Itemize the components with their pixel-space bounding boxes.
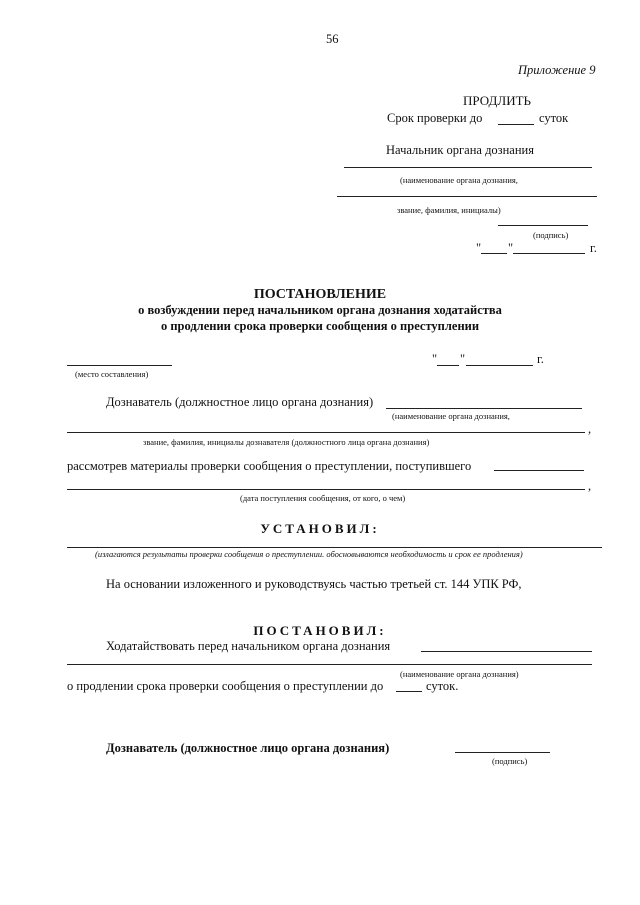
established-caption: (излагаются результаты проверки сообщения о преступлении. обосновываются необходимость и срок ее продления) [95, 549, 523, 559]
place-field[interactable] [67, 365, 172, 366]
petition-org-field[interactable] [421, 651, 592, 652]
date-quote-close: " [460, 352, 466, 366]
prolong-label: ПРОДЛИТЬ [463, 93, 531, 108]
investigator-rank-field[interactable] [67, 432, 585, 433]
head-signature-field[interactable] [498, 225, 588, 226]
date-day-field[interactable] [437, 365, 459, 366]
investigator-caption-rank: звание, фамилия, инициалы дознавателя (должностного лица органа дознания) [143, 437, 430, 447]
petition-org-field-2[interactable] [67, 664, 592, 665]
place-caption: (место составления) [75, 369, 149, 379]
basis-text: На основании изложенного и руководствуясь частью третьей ст. 144 УПК РФ, [106, 577, 522, 591]
extension-text: о продлении срока проверки сообщения о преступлении до [67, 679, 384, 693]
head-rank-field[interactable] [337, 196, 597, 197]
page-number: 56 [326, 32, 339, 46]
date-month-field[interactable] [466, 365, 533, 366]
investigator-caption-org: (наименование органа дознания, [392, 411, 510, 421]
document-title: ПОСТАНОВЛЕНИЕ [253, 287, 387, 302]
approval-date-quote-open: " [476, 241, 482, 255]
petition-text: Ходатайствовать перед начальником органа дознания [106, 639, 391, 653]
reviewed-text: рассмотрев материалы проверки сообщения о преступлении, поступившего [67, 459, 472, 473]
document-subtitle-line1: о возбуждении перед начальником органа дознания ходатайства [138, 303, 502, 317]
head-caption-rank: звание, фамилия, инициалы) [397, 205, 501, 215]
term-suffix: суток [539, 111, 569, 125]
date-quote-open: " [432, 352, 438, 366]
signature-caption: (подпись) [492, 756, 528, 766]
investigator-label: Дознаватель (должностное лицо органа дознания) [106, 395, 374, 409]
approval-date-month-field[interactable] [513, 253, 585, 254]
established-field[interactable] [67, 547, 602, 548]
appendix-label: Приложение 9 [518, 63, 596, 77]
date-year: г. [537, 352, 544, 366]
approval-date-year: г. [590, 241, 597, 255]
established-heading: УСТАНОВИЛ: [260, 521, 380, 536]
received-from-field[interactable] [494, 470, 584, 471]
extension-days-field[interactable] [396, 691, 422, 692]
rank-line-comma: , [588, 422, 592, 436]
head-title: Начальник органа дознания [386, 143, 534, 157]
received-line-comma: , [588, 479, 592, 493]
signature-label: Дознаватель (должностное лицо органа дознания) [106, 741, 390, 755]
signature-field[interactable] [455, 752, 550, 753]
extension-suffix: суток. [426, 679, 459, 693]
head-org-field[interactable] [344, 167, 592, 168]
head-caption-signature: (подпись) [533, 230, 569, 240]
resolved-heading: ПОСТАНОВИЛ: [253, 623, 387, 638]
received-caption: (дата поступления сообщения, от кого, о чем) [240, 493, 406, 503]
approval-date-quote-close: " [508, 241, 514, 255]
investigator-org-field[interactable] [386, 408, 582, 409]
approval-date-day-field[interactable] [481, 253, 507, 254]
received-details-field[interactable] [67, 489, 585, 490]
term-days-field[interactable] [498, 124, 534, 125]
term-prefix: Срок проверки до [387, 111, 483, 125]
document-subtitle-line2: о продлении срока проверки сообщения о преступлении [160, 319, 480, 333]
petition-caption-org: (наименование органа дознания) [400, 669, 519, 679]
head-caption-org: (наименование органа дознания, [400, 175, 518, 185]
